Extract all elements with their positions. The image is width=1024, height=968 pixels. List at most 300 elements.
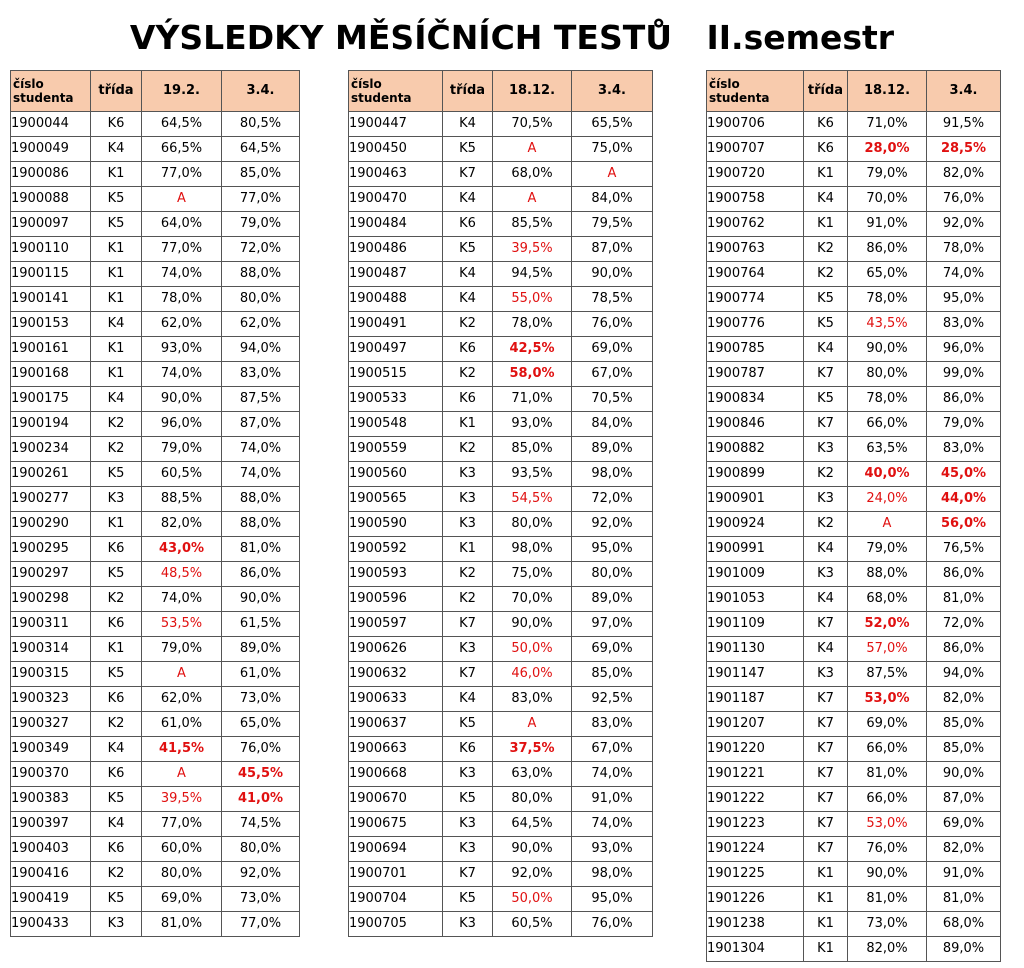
cell-test-1: 69,0%	[848, 712, 927, 737]
cell-student-number: 1900484	[349, 212, 443, 237]
cell-test-2: 94,0%	[222, 337, 300, 362]
cell-class: K5	[91, 662, 142, 687]
cell-test-1: 88,5%	[142, 487, 222, 512]
cell-test-2: 76,5%	[927, 537, 1001, 562]
cell-test-2: 85,0%	[572, 662, 653, 687]
cell-class: K7	[804, 812, 848, 837]
table-row	[349, 662, 653, 687]
table-row	[349, 512, 653, 537]
cell-class: K4	[804, 187, 848, 212]
cell-class: K5	[804, 312, 848, 337]
cell-student-number: 1900097	[11, 212, 91, 237]
cell-class: K3	[443, 762, 493, 787]
cell-test-2: 92,0%	[572, 512, 653, 537]
cell-student-number: 1900349	[11, 737, 91, 762]
cell-test-2: 86,0%	[927, 562, 1001, 587]
cell-test-1: 66,0%	[848, 787, 927, 812]
cell-class: K1	[91, 362, 142, 387]
cell-test-2: 45,0%	[927, 462, 1001, 487]
cell-test-1: 39,5%	[142, 787, 222, 812]
cell-test-1: 81,0%	[848, 762, 927, 787]
cell-test-2: 65,5%	[572, 112, 653, 137]
table-row	[11, 137, 300, 162]
cell-test-1: 88,0%	[848, 562, 927, 587]
cell-test-1: 58,0%	[493, 362, 572, 387]
cell-student-number: 1901225	[707, 862, 804, 887]
table-row	[707, 637, 1001, 662]
cell-class: K2	[804, 462, 848, 487]
cell-class: K4	[91, 387, 142, 412]
cell-class: K3	[804, 437, 848, 462]
cell-test-1: 90,0%	[848, 862, 927, 887]
cell-test-1: 90,0%	[493, 837, 572, 862]
cell-test-1: 79,0%	[848, 162, 927, 187]
cell-student-number: 1900633	[349, 687, 443, 712]
cell-test-1: 54,5%	[493, 487, 572, 512]
cell-test-1: 80,0%	[848, 362, 927, 387]
table-row	[707, 687, 1001, 712]
header-row	[349, 71, 653, 112]
cell-class: K2	[443, 587, 493, 612]
cell-test-1: 79,0%	[142, 637, 222, 662]
table-row	[349, 212, 653, 237]
table-row	[707, 362, 1001, 387]
cell-class: K1	[91, 512, 142, 537]
cell-test-1: 66,0%	[848, 737, 927, 762]
cell-class: K5	[91, 787, 142, 812]
cell-class: K2	[91, 412, 142, 437]
table-row	[707, 562, 1001, 587]
cell-class: K3	[804, 662, 848, 687]
cell-student-number: 1901226	[707, 887, 804, 912]
header-class: třída	[804, 71, 848, 112]
table-row	[11, 662, 300, 687]
table-row	[707, 312, 1001, 337]
cell-test-1: 71,0%	[493, 387, 572, 412]
cell-class: K5	[443, 787, 493, 812]
cell-test-1: 60,5%	[142, 462, 222, 487]
cell-test-2: 89,0%	[222, 637, 300, 662]
cell-class: K1	[91, 337, 142, 362]
cell-class: K3	[804, 562, 848, 587]
cell-student-number: 1900314	[11, 637, 91, 662]
cell-student-number: 1900044	[11, 112, 91, 137]
table-row	[707, 862, 1001, 887]
cell-student-number: 1900764	[707, 262, 804, 287]
cell-test-2: 70,5%	[572, 387, 653, 412]
header-test-2: 3.4.	[222, 71, 300, 112]
cell-class: K7	[443, 662, 493, 687]
cell-test-1: 78,0%	[493, 312, 572, 337]
cell-test-1: A	[142, 187, 222, 212]
cell-test-1: 85,5%	[493, 212, 572, 237]
cell-test-2: 68,0%	[927, 912, 1001, 937]
cell-student-number: 1900560	[349, 462, 443, 487]
cell-class: K3	[443, 837, 493, 862]
cell-test-2: 76,0%	[572, 312, 653, 337]
cell-test-2: 80,0%	[572, 562, 653, 587]
cell-class: K7	[804, 612, 848, 637]
cell-test-2: 28,5%	[927, 137, 1001, 162]
cell-test-2: 80,0%	[222, 287, 300, 312]
cell-student-number: 1900086	[11, 162, 91, 187]
cell-test-1: 64,5%	[142, 112, 222, 137]
header-class: třída	[443, 71, 493, 112]
table-row	[707, 837, 1001, 862]
table-row	[707, 287, 1001, 312]
table-row	[349, 162, 653, 187]
cell-class: K6	[443, 212, 493, 237]
header-test-1: 18.12.	[848, 71, 927, 112]
cell-test-1: 82,0%	[142, 512, 222, 537]
table-row	[11, 562, 300, 587]
cell-test-2: 61,0%	[222, 662, 300, 687]
cell-student-number: 1900632	[349, 662, 443, 687]
cell-class: K3	[443, 487, 493, 512]
cell-class: K1	[804, 862, 848, 887]
cell-class: K1	[91, 637, 142, 662]
cell-student-number: 1900720	[707, 162, 804, 187]
table-row	[349, 487, 653, 512]
cell-test-1: 64,5%	[493, 812, 572, 837]
cell-test-2: 85,0%	[927, 712, 1001, 737]
cell-student-number: 1900447	[349, 112, 443, 137]
cell-test-1: 93,0%	[142, 337, 222, 362]
cell-test-1: 52,0%	[848, 612, 927, 637]
cell-test-2: 86,0%	[222, 562, 300, 587]
header-student-number: číslo studenta	[349, 71, 443, 112]
cell-class: K7	[443, 862, 493, 887]
table-row	[11, 862, 300, 887]
table-row	[11, 712, 300, 737]
cell-student-number: 1900383	[11, 787, 91, 812]
header-row	[11, 71, 300, 112]
cell-test-2: 90,0%	[222, 587, 300, 612]
cell-test-1: 55,0%	[493, 287, 572, 312]
cell-student-number: 1900592	[349, 537, 443, 562]
cell-test-1: 62,0%	[142, 687, 222, 712]
table-row	[11, 212, 300, 237]
results-table-2	[348, 70, 653, 937]
header-test-1: 19.2.	[142, 71, 222, 112]
cell-class: K7	[804, 837, 848, 862]
cell-test-2: 92,0%	[927, 212, 1001, 237]
cell-class: K6	[91, 687, 142, 712]
table-row	[707, 412, 1001, 437]
cell-test-1: 90,0%	[848, 337, 927, 362]
table-row	[11, 462, 300, 487]
cell-class: K7	[804, 412, 848, 437]
cell-student-number: 1901147	[707, 662, 804, 687]
cell-class: K4	[804, 587, 848, 612]
cell-student-number: 1900234	[11, 437, 91, 462]
cell-student-number: 1900194	[11, 412, 91, 437]
cell-test-1: 74,0%	[142, 262, 222, 287]
cell-class: K1	[804, 937, 848, 962]
table-row	[11, 787, 300, 812]
cell-class: K6	[804, 112, 848, 137]
cell-test-1: 91,0%	[848, 212, 927, 237]
cell-student-number: 1900924	[707, 512, 804, 537]
cell-student-number: 1900668	[349, 762, 443, 787]
cell-test-1: 92,0%	[493, 862, 572, 887]
cell-class: K2	[91, 862, 142, 887]
cell-class: K6	[443, 387, 493, 412]
cell-test-2: 76,0%	[572, 912, 653, 937]
header-row	[707, 71, 1001, 112]
table-row	[349, 912, 653, 937]
cell-student-number: 1901223	[707, 812, 804, 837]
table-row	[707, 537, 1001, 562]
cell-class: K1	[91, 262, 142, 287]
cell-test-2: 82,0%	[927, 162, 1001, 187]
cell-test-1: 80,0%	[493, 787, 572, 812]
cell-student-number: 1900168	[11, 362, 91, 387]
table-row	[11, 537, 300, 562]
cell-class: K4	[91, 812, 142, 837]
table-row	[349, 362, 653, 387]
cell-test-1: 60,0%	[142, 837, 222, 862]
cell-test-2: 88,0%	[222, 262, 300, 287]
cell-test-2: 89,0%	[572, 587, 653, 612]
cell-class: K3	[804, 487, 848, 512]
table-row	[707, 887, 1001, 912]
cell-student-number: 1900597	[349, 612, 443, 637]
cell-test-1: 43,0%	[142, 537, 222, 562]
table-row	[707, 762, 1001, 787]
cell-class: K3	[443, 512, 493, 537]
cell-test-1: 53,0%	[848, 687, 927, 712]
cell-test-2: 85,0%	[222, 162, 300, 187]
cell-class: K5	[91, 187, 142, 212]
cell-class: K5	[443, 887, 493, 912]
cell-student-number: 1901238	[707, 912, 804, 937]
table-row	[349, 787, 653, 812]
cell-test-1: 48,5%	[142, 562, 222, 587]
cell-student-number: 1900486	[349, 237, 443, 262]
cell-test-2: 74,0%	[572, 762, 653, 787]
cell-test-2: 85,0%	[927, 737, 1001, 762]
header-test-2: 3.4.	[927, 71, 1001, 112]
cell-student-number: 1900991	[707, 537, 804, 562]
cell-test-1: 83,0%	[493, 687, 572, 712]
cell-class: K2	[443, 362, 493, 387]
cell-class: K5	[804, 287, 848, 312]
cell-test-2: 86,0%	[927, 387, 1001, 412]
cell-student-number: 1901220	[707, 737, 804, 762]
cell-class: K3	[443, 637, 493, 662]
cell-test-2: 82,0%	[927, 687, 1001, 712]
cell-class: K3	[443, 912, 493, 937]
table-row	[349, 712, 653, 737]
cell-student-number: 1901221	[707, 762, 804, 787]
table-row	[349, 312, 653, 337]
cell-student-number: 1900323	[11, 687, 91, 712]
cell-test-1: 41,5%	[142, 737, 222, 762]
header-test-2: 3.4.	[572, 71, 653, 112]
cell-test-2: 87,0%	[222, 412, 300, 437]
cell-class: K5	[91, 212, 142, 237]
cell-test-2: 95,0%	[927, 287, 1001, 312]
cell-test-2: 77,0%	[222, 187, 300, 212]
cell-test-2: 88,0%	[222, 487, 300, 512]
cell-student-number: 1900311	[11, 612, 91, 637]
cell-student-number: 1900297	[11, 562, 91, 587]
cell-class: K6	[443, 737, 493, 762]
cell-test-2: 56,0%	[927, 512, 1001, 537]
cell-test-2: 78,0%	[927, 237, 1001, 262]
cell-student-number: 1901009	[707, 562, 804, 587]
cell-student-number: 1900049	[11, 137, 91, 162]
cell-class: K1	[443, 412, 493, 437]
cell-student-number: 1900663	[349, 737, 443, 762]
cell-test-1: 82,0%	[848, 937, 927, 962]
table-row	[707, 187, 1001, 212]
cell-student-number: 1900701	[349, 862, 443, 887]
cell-test-2: 76,0%	[927, 187, 1001, 212]
cell-test-1: 24,0%	[848, 487, 927, 512]
cell-test-1: 39,5%	[493, 237, 572, 262]
cell-class: K1	[804, 887, 848, 912]
table-row	[11, 412, 300, 437]
cell-student-number: 1900175	[11, 387, 91, 412]
cell-class: K6	[804, 137, 848, 162]
cell-test-1: 77,0%	[142, 162, 222, 187]
cell-test-2: 83,0%	[927, 437, 1001, 462]
cell-student-number: 1900548	[349, 412, 443, 437]
cell-student-number: 1900707	[707, 137, 804, 162]
cell-student-number: 1900470	[349, 187, 443, 212]
cell-student-number: 1900491	[349, 312, 443, 337]
cell-student-number: 1900261	[11, 462, 91, 487]
cell-test-2: 90,0%	[572, 262, 653, 287]
cell-test-1: 85,0%	[493, 437, 572, 462]
cell-student-number: 1900463	[349, 162, 443, 187]
cell-test-2: 95,0%	[572, 537, 653, 562]
cell-test-2: 81,0%	[222, 537, 300, 562]
table-row	[349, 262, 653, 287]
cell-test-2: 78,5%	[572, 287, 653, 312]
cell-test-2: 93,0%	[572, 837, 653, 862]
header-student-number: číslo studenta	[707, 71, 804, 112]
cell-student-number: 1900846	[707, 412, 804, 437]
table-row	[11, 437, 300, 462]
cell-student-number: 1900763	[707, 237, 804, 262]
cell-test-1: 64,0%	[142, 212, 222, 237]
cell-test-1: 78,0%	[848, 287, 927, 312]
cell-test-2: 90,0%	[927, 762, 1001, 787]
table-row	[349, 612, 653, 637]
cell-student-number: 1900277	[11, 487, 91, 512]
table-row	[707, 237, 1001, 262]
table-row	[11, 912, 300, 937]
cell-test-1: 40,0%	[848, 462, 927, 487]
table-row	[11, 237, 300, 262]
cell-student-number: 1900785	[707, 337, 804, 362]
cell-test-1: 66,0%	[848, 412, 927, 437]
cell-student-number: 1901187	[707, 687, 804, 712]
table-row	[349, 862, 653, 887]
cell-test-2: 72,0%	[927, 612, 1001, 637]
cell-test-2: 84,0%	[572, 187, 653, 212]
cell-class: K4	[443, 112, 493, 137]
cell-test-2: 73,0%	[222, 887, 300, 912]
cell-class: K2	[91, 587, 142, 612]
cell-test-1: 50,0%	[493, 637, 572, 662]
table-row	[707, 712, 1001, 737]
table-row	[349, 837, 653, 862]
cell-test-1: 80,0%	[493, 512, 572, 537]
cell-test-2: 69,0%	[572, 637, 653, 662]
cell-student-number: 1900290	[11, 512, 91, 537]
table-row	[349, 562, 653, 587]
cell-test-1: 42,5%	[493, 337, 572, 362]
cell-test-2: 92,5%	[572, 687, 653, 712]
cell-student-number: 1900153	[11, 312, 91, 337]
cell-class: K4	[443, 262, 493, 287]
table-row	[11, 287, 300, 312]
cell-class: K3	[91, 487, 142, 512]
cell-test-1: 63,5%	[848, 437, 927, 462]
cell-class: K7	[804, 787, 848, 812]
cell-test-2: 91,0%	[927, 862, 1001, 887]
cell-test-2: 67,0%	[572, 362, 653, 387]
cell-class: K5	[443, 712, 493, 737]
cell-class: K4	[804, 637, 848, 662]
cell-test-2: 74,0%	[222, 437, 300, 462]
cell-test-1: 37,5%	[493, 737, 572, 762]
table-row	[707, 112, 1001, 137]
cell-test-2: 81,0%	[927, 587, 1001, 612]
page-title: VÝSLEDKY MĚSÍČNÍCH TESTŮ II.semestr	[129, 18, 895, 57]
cell-test-1: 87,5%	[848, 662, 927, 687]
cell-class: K6	[91, 537, 142, 562]
cell-test-2: 64,5%	[222, 137, 300, 162]
cell-class: K2	[804, 262, 848, 287]
cell-test-2: 84,0%	[572, 412, 653, 437]
table-row	[707, 337, 1001, 362]
cell-student-number: 1900161	[11, 337, 91, 362]
cell-test-1: 60,5%	[493, 912, 572, 937]
cell-student-number: 1900637	[349, 712, 443, 737]
table-row	[707, 262, 1001, 287]
cell-class: K6	[91, 112, 142, 137]
header-student-number: číslo studenta	[11, 71, 91, 112]
cell-test-2: 65,0%	[222, 712, 300, 737]
cell-student-number: 1900593	[349, 562, 443, 587]
cell-test-1: 90,0%	[493, 612, 572, 637]
cell-student-number: 1900670	[349, 787, 443, 812]
cell-class: K5	[804, 387, 848, 412]
cell-class: K7	[443, 162, 493, 187]
cell-student-number: 1900704	[349, 887, 443, 912]
cell-test-1: 74,0%	[142, 362, 222, 387]
table-row	[11, 612, 300, 637]
table-row	[349, 437, 653, 462]
table-row	[707, 912, 1001, 937]
cell-student-number: 1901304	[707, 937, 804, 962]
cell-test-2: 79,5%	[572, 212, 653, 237]
cell-test-2: 95,0%	[572, 887, 653, 912]
cell-test-1: 78,0%	[142, 287, 222, 312]
cell-student-number: 1900141	[11, 287, 91, 312]
cell-class: K7	[804, 712, 848, 737]
table-row	[349, 387, 653, 412]
cell-class: K7	[804, 737, 848, 762]
header-test-1: 18.12.	[493, 71, 572, 112]
results-table-1	[10, 70, 300, 937]
cell-test-1: 53,5%	[142, 612, 222, 637]
